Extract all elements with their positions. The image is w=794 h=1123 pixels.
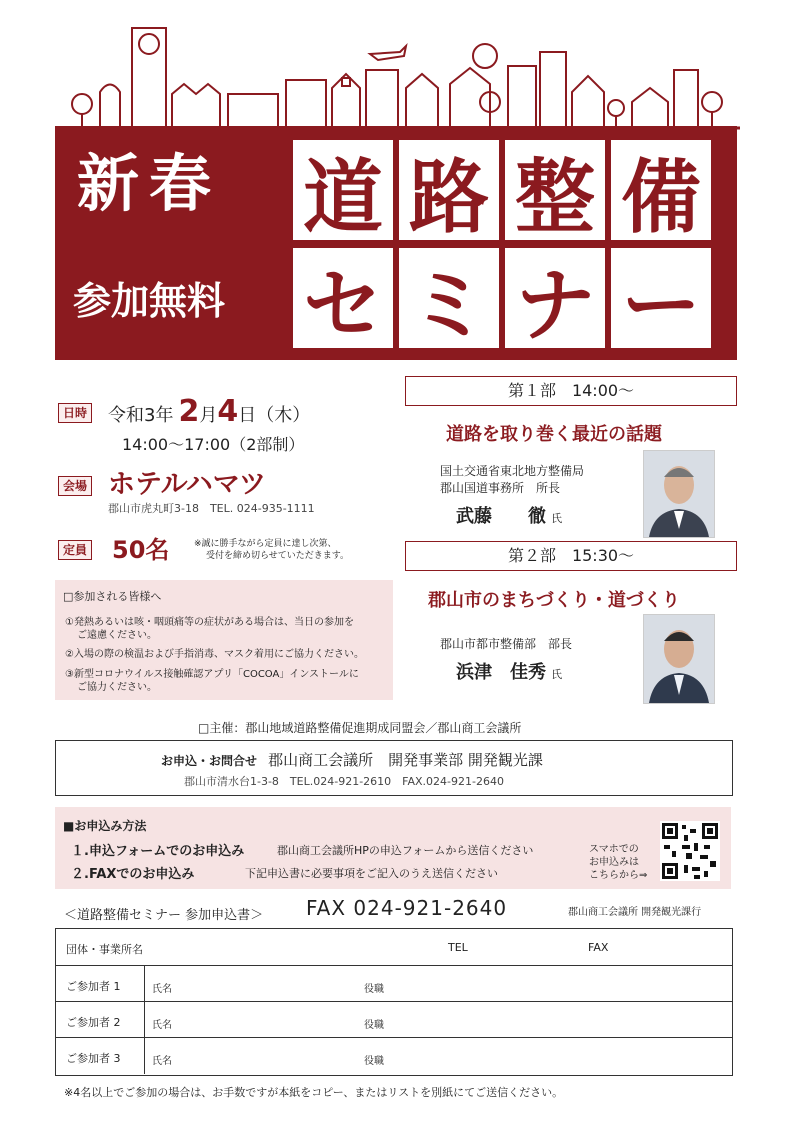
session-2-honorific: 氏 bbox=[551, 668, 563, 681]
column-divider bbox=[144, 966, 145, 1002]
seminar-char-2: ミ bbox=[397, 246, 501, 350]
participant-1-label: ご参加者 1 bbox=[66, 980, 121, 993]
notice-box bbox=[55, 580, 393, 700]
session-1-speaker-name: 武藤 徹 bbox=[456, 506, 546, 527]
apply-heading: ■お申込み方法 bbox=[63, 819, 147, 833]
participant-2-name-field[interactable] bbox=[180, 1006, 350, 1034]
participant-row-2 bbox=[56, 1001, 732, 1038]
date-month-unit: 月 bbox=[199, 405, 218, 426]
qr-code-icon[interactable] bbox=[660, 821, 720, 881]
date-tag: 日時 bbox=[58, 403, 92, 423]
session-1-part: 第１部 14:00～ bbox=[405, 376, 737, 406]
session-1-org-1: 国土交通省東北地方整備局 bbox=[440, 464, 585, 478]
apply-method-1-title[interactable]: １.申込フォームでのお申込み bbox=[71, 844, 245, 859]
org-name-label: 団体・事業所名 bbox=[66, 943, 143, 956]
fax-field[interactable] bbox=[616, 931, 726, 963]
free-admission-label: 参加無料 bbox=[73, 279, 226, 323]
notice-item-1b: ご遠慮ください。 bbox=[77, 630, 157, 641]
participant-2-role-field[interactable] bbox=[392, 1006, 712, 1034]
tel-field[interactable] bbox=[476, 931, 576, 963]
title-char-1: 道 bbox=[291, 138, 395, 242]
notice-item-2: ②入場の際の検温および手指消毒、マスク着用にご協力ください。 bbox=[65, 649, 364, 660]
capacity-value: 50名 bbox=[112, 536, 170, 564]
participant-row-3 bbox=[56, 1037, 732, 1074]
column-divider bbox=[144, 1002, 145, 1038]
contact-label: お申込・お問合せ bbox=[161, 754, 258, 768]
date-weekday: （木） bbox=[256, 405, 311, 426]
participant-2-name-label: 氏名 bbox=[152, 1020, 172, 1031]
title-banner bbox=[55, 126, 737, 360]
title-shinshun: 新春 bbox=[77, 147, 222, 220]
contact-details: 郡山市清水台1-3-8 TEL.024-921-2610 FAX.024-921-2640 bbox=[184, 775, 504, 788]
seminar-char-3: ナ bbox=[503, 246, 607, 350]
notice-item-1: ①発熱あるいは咳・咽頭痛等の症状がある場合は、当日の参加を bbox=[65, 617, 354, 628]
form-destination: 郡山商工会議所 開発観光課行 bbox=[568, 907, 702, 918]
session-2-org-1: 郡山市都市整備部 部長 bbox=[440, 637, 573, 651]
participant-1-name-label: 氏名 bbox=[152, 984, 172, 995]
notice-heading: □参加される皆様へ bbox=[63, 590, 162, 603]
title-char-4: 備 bbox=[609, 138, 713, 242]
contact-line bbox=[161, 749, 543, 770]
speaker-2-photo bbox=[643, 614, 715, 704]
venue-tag: 会場 bbox=[58, 476, 92, 496]
participant-row-1 bbox=[56, 965, 732, 1002]
qr-note-3: こちらから⇒ bbox=[589, 870, 648, 881]
form-footnote: ※4名以上でご参加の場合は、お手数ですが本紙をコピー、またはリストを別紙にてご送信ください。 bbox=[64, 1086, 564, 1099]
contact-name: 郡山商工会議所 開発事業部 開発観光課 bbox=[268, 751, 543, 769]
session-2-part: 第２部 15:30～ bbox=[405, 541, 737, 571]
participant-2-label: ご参加者 2 bbox=[66, 1016, 121, 1029]
participant-1-role-label: 役職 bbox=[364, 984, 384, 995]
fax-label: FAX bbox=[588, 941, 609, 954]
seminar-char-1: セ bbox=[291, 246, 395, 350]
notice-item-3b: ご協力ください。 bbox=[77, 682, 157, 693]
apply-method-1-desc: 郡山商工会議所HPの申込フォームから送信ください bbox=[277, 844, 534, 857]
venue-name: ホテルハマツ bbox=[108, 469, 266, 500]
qr-note-1: スマホでの bbox=[589, 844, 639, 855]
participant-3-role-field[interactable] bbox=[392, 1042, 712, 1070]
title-char-2: 路 bbox=[397, 138, 501, 242]
participant-3-name-label: 氏名 bbox=[152, 1056, 172, 1067]
org-name-field[interactable] bbox=[152, 931, 442, 963]
event-date bbox=[108, 394, 310, 429]
participant-1-name-field[interactable] bbox=[180, 970, 350, 998]
form-title: ＜道路整備セミナー 参加申込書＞ bbox=[64, 908, 264, 923]
date-day: 4 bbox=[217, 394, 239, 429]
capacity-note-1: ※誠に勝手ながら定員に達し次第、 bbox=[194, 539, 337, 549]
session-2-speaker-name: 浜津 佳秀 bbox=[456, 662, 546, 683]
session-1-honorific: 氏 bbox=[551, 512, 563, 525]
date-month: 2 bbox=[178, 394, 200, 429]
participant-3-label: ご参加者 3 bbox=[66, 1052, 121, 1065]
capacity-tag: 定員 bbox=[58, 540, 92, 560]
speaker-1-photo bbox=[643, 450, 715, 538]
notice-item-3: ③新型コロナウイルス接触確認アプリ「COCOA」インストールに bbox=[65, 669, 359, 680]
column-divider bbox=[144, 1038, 145, 1074]
contact-box bbox=[55, 740, 733, 796]
qr-note-2: お申込みは bbox=[589, 857, 639, 868]
organizer-line: □主催：郡山地域道路整備促進期成同盟会／郡山商工会議所 bbox=[198, 721, 522, 735]
event-time: 14:00～17:00（2部制） bbox=[122, 435, 305, 454]
participant-2-role-label: 役職 bbox=[364, 1020, 384, 1031]
form-fax-number: FAX 024-921-2640 bbox=[306, 896, 508, 920]
date-prefix: 令和3年 bbox=[108, 405, 174, 426]
session-2-speaker bbox=[456, 658, 562, 684]
title-char-3: 整 bbox=[503, 138, 607, 242]
date-day-unit: 日 bbox=[238, 405, 257, 426]
venue-address: 郡山市虎丸町3-18 TEL. 024-935-1111 bbox=[108, 502, 315, 515]
application-form bbox=[55, 928, 733, 1076]
apply-method-box bbox=[55, 807, 731, 889]
seminar-char-4: ー bbox=[609, 246, 713, 350]
tel-label: TEL bbox=[448, 941, 468, 954]
session-1-topic: 道路を取り巻く最近の話題 bbox=[446, 424, 662, 445]
participant-1-role-field[interactable] bbox=[392, 970, 712, 998]
participant-3-role-label: 役職 bbox=[364, 1056, 384, 1067]
city-skyline-illustration bbox=[60, 22, 740, 132]
apply-method-2-desc: 下記申込書に必要事項をご記入のうえ送信ください bbox=[245, 867, 498, 880]
apply-method-2-title: ２.FAXでのお申込み bbox=[71, 867, 195, 882]
session-1-org-2: 郡山国道事務所 所長 bbox=[440, 481, 561, 495]
participant-3-name-field[interactable] bbox=[180, 1042, 350, 1070]
capacity-note-2: 受付を締め切らせていただきます。 bbox=[206, 551, 350, 561]
session-1-speaker bbox=[456, 502, 562, 528]
session-2-topic: 郡山市のまちづくり・道づくり bbox=[428, 590, 680, 611]
